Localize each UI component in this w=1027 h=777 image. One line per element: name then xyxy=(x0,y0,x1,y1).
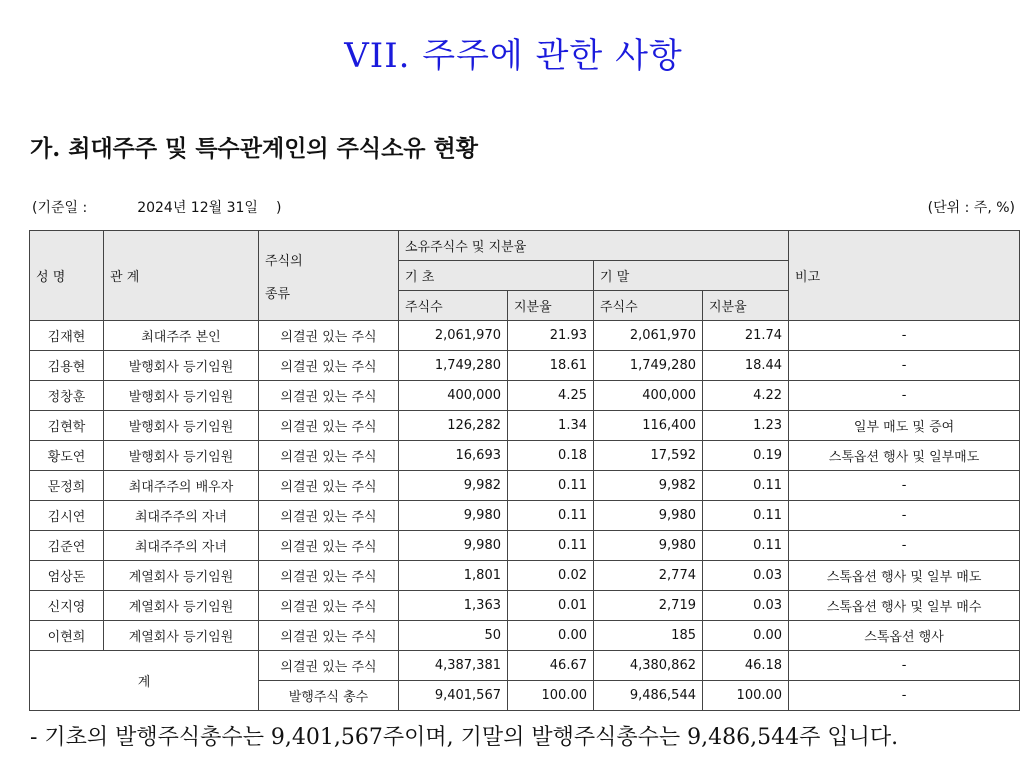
cell-name: 정창훈 xyxy=(30,381,104,411)
total-end-ratio: 46.18 xyxy=(703,651,789,681)
header-relation: 관 계 xyxy=(104,231,259,321)
cell-note: 스톡옵션 행사 xyxy=(789,621,1020,651)
cell-begin-ratio: 0.11 xyxy=(508,471,594,501)
cell-end-ratio: 0.03 xyxy=(703,561,789,591)
cell-stock-type: 의결권 있는 주식 xyxy=(259,381,399,411)
cell-name: 김재현 xyxy=(30,321,104,351)
cell-stock-type: 의결권 있는 주식 xyxy=(259,531,399,561)
cell-begin-shares: 16,693 xyxy=(399,441,508,471)
cell-end-shares: 400,000 xyxy=(594,381,703,411)
cell-relation: 최대주주의 자녀 xyxy=(104,531,259,561)
cell-begin-ratio: 0.00 xyxy=(508,621,594,651)
total-begin-shares: 4,387,381 xyxy=(399,651,508,681)
cell-note: 스톡옵션 행사 및 일부 매도 xyxy=(789,561,1020,591)
cell-end-shares: 9,980 xyxy=(594,501,703,531)
header-holdings: 소유주식수 및 지분율 xyxy=(399,231,789,261)
cell-end-shares: 185 xyxy=(594,621,703,651)
cell-begin-shares: 1,363 xyxy=(399,591,508,621)
issued-note: - xyxy=(789,681,1020,711)
header-stock-type xyxy=(259,231,399,321)
cell-begin-shares: 9,980 xyxy=(399,531,508,561)
cell-stock-type: 의결권 있는 주식 xyxy=(259,591,399,621)
cell-name: 신지영 xyxy=(30,591,104,621)
shareholder-table xyxy=(29,230,1020,711)
header-begin-ratio: 지분율 xyxy=(508,291,594,321)
cell-relation: 발행회사 등기임원 xyxy=(104,411,259,441)
cell-end-shares: 1,749,280 xyxy=(594,351,703,381)
cell-relation: 최대주주 본인 xyxy=(104,321,259,351)
cell-begin-shares: 9,980 xyxy=(399,501,508,531)
table-row xyxy=(30,351,1020,381)
cell-relation: 계열회사 등기임원 xyxy=(104,561,259,591)
cell-name: 엄상돈 xyxy=(30,561,104,591)
cell-name: 황도연 xyxy=(30,441,104,471)
cell-name: 김준연 xyxy=(30,531,104,561)
cell-relation: 발행회사 등기임원 xyxy=(104,441,259,471)
cell-name: 김용현 xyxy=(30,351,104,381)
base-date-label: (기준일 : xyxy=(32,200,88,216)
cell-relation: 발행회사 등기임원 xyxy=(104,351,259,381)
cell-end-shares: 2,061,970 xyxy=(594,321,703,351)
cell-note: - xyxy=(789,351,1020,381)
header-note: 비고 xyxy=(789,231,1020,321)
issued-begin-ratio: 100.00 xyxy=(508,681,594,711)
cell-end-ratio: 0.11 xyxy=(703,471,789,501)
cell-begin-ratio: 0.11 xyxy=(508,501,594,531)
table-row xyxy=(30,531,1020,561)
base-date-value: 2024년 12월 31일 xyxy=(137,200,258,216)
cell-begin-ratio: 0.11 xyxy=(508,531,594,561)
header-begin-shares: 주식수 xyxy=(399,291,508,321)
cell-end-shares: 17,592 xyxy=(594,441,703,471)
cell-begin-ratio: 0.01 xyxy=(508,591,594,621)
cell-relation: 계열회사 등기임원 xyxy=(104,621,259,651)
section-title: 가. 최대주주 및 특수관계인의 주식소유 현황 xyxy=(30,135,478,162)
cell-end-shares: 2,719 xyxy=(594,591,703,621)
cell-begin-ratio: 1.34 xyxy=(508,411,594,441)
cell-stock-type: 의결권 있는 주식 xyxy=(259,411,399,441)
cell-end-shares: 116,400 xyxy=(594,411,703,441)
cell-end-ratio: 4.22 xyxy=(703,381,789,411)
cell-begin-ratio: 21.93 xyxy=(508,321,594,351)
table-row xyxy=(30,411,1020,441)
cell-note: - xyxy=(789,531,1020,561)
cell-begin-ratio: 4.25 xyxy=(508,381,594,411)
cell-end-ratio: 21.74 xyxy=(703,321,789,351)
total-label: 계 xyxy=(30,651,259,711)
cell-begin-ratio: 18.61 xyxy=(508,351,594,381)
unit-label: (단위 : 주, %) xyxy=(927,200,1015,216)
cell-stock-type: 의결권 있는 주식 xyxy=(259,441,399,471)
cell-end-ratio: 0.19 xyxy=(703,441,789,471)
table-row xyxy=(30,561,1020,591)
issued-type: 발행주식 총수 xyxy=(259,681,399,711)
table-row xyxy=(30,381,1020,411)
cell-name: 김현학 xyxy=(30,411,104,441)
base-date-close: ) xyxy=(275,200,282,216)
cell-begin-ratio: 0.18 xyxy=(508,441,594,471)
total-note: - xyxy=(789,651,1020,681)
issued-begin-shares: 9,401,567 xyxy=(399,681,508,711)
issued-end-shares: 9,486,544 xyxy=(594,681,703,711)
table-row xyxy=(30,321,1020,351)
table-row xyxy=(30,591,1020,621)
cell-end-shares: 9,980 xyxy=(594,531,703,561)
cell-stock-type: 의결권 있는 주식 xyxy=(259,561,399,591)
base-date xyxy=(32,197,281,217)
cell-end-ratio: 0.11 xyxy=(703,501,789,531)
table-row xyxy=(30,501,1020,531)
cell-relation: 최대주주의 자녀 xyxy=(104,501,259,531)
cell-note: - xyxy=(789,471,1020,501)
cell-end-ratio: 0.11 xyxy=(703,531,789,561)
header-name: 성 명 xyxy=(30,231,104,321)
cell-begin-shares: 2,061,970 xyxy=(399,321,508,351)
cell-begin-shares: 126,282 xyxy=(399,411,508,441)
cell-begin-shares: 1,801 xyxy=(399,561,508,591)
cell-end-ratio: 0.03 xyxy=(703,591,789,621)
total-begin-ratio: 46.67 xyxy=(508,651,594,681)
header-end-ratio: 지분율 xyxy=(703,291,789,321)
cell-end-shares: 9,982 xyxy=(594,471,703,501)
cell-note: 일부 매도 및 증여 xyxy=(789,411,1020,441)
cell-end-ratio: 18.44 xyxy=(703,351,789,381)
cell-begin-shares: 9,982 xyxy=(399,471,508,501)
header-stock-type-line2: 종류 xyxy=(265,286,291,302)
footnote: - 기초의 발행주식총수는 9,401,567주이며, 기말의 발행주식총수는 9,486,544주 입니다. xyxy=(30,725,899,750)
cell-note: 스톡옵션 행사 및 일부 매수 xyxy=(789,591,1020,621)
cell-begin-shares: 50 xyxy=(399,621,508,651)
cell-note: - xyxy=(789,321,1020,351)
table-row xyxy=(30,471,1020,501)
cell-relation: 발행회사 등기임원 xyxy=(104,381,259,411)
cell-note: 스톡옵션 행사 및 일부매도 xyxy=(789,441,1020,471)
page-title: VII. 주주에 관한 사항 xyxy=(344,36,683,76)
cell-stock-type: 의결권 있는 주식 xyxy=(259,351,399,381)
cell-name: 이현희 xyxy=(30,621,104,651)
cell-name: 문정희 xyxy=(30,471,104,501)
cell-begin-shares: 400,000 xyxy=(399,381,508,411)
cell-note: - xyxy=(789,501,1020,531)
cell-begin-shares: 1,749,280 xyxy=(399,351,508,381)
header-end: 기 말 xyxy=(594,261,789,291)
header-stock-type-line1: 주식의 xyxy=(265,253,303,269)
total-end-shares: 4,380,862 xyxy=(594,651,703,681)
cell-end-shares: 2,774 xyxy=(594,561,703,591)
table-row xyxy=(30,621,1020,651)
table-row xyxy=(30,441,1020,471)
issued-end-ratio: 100.00 xyxy=(703,681,789,711)
header-begin: 기 초 xyxy=(399,261,594,291)
cell-relation: 최대주주의 배우자 xyxy=(104,471,259,501)
cell-stock-type: 의결권 있는 주식 xyxy=(259,501,399,531)
cell-end-ratio: 0.00 xyxy=(703,621,789,651)
cell-stock-type: 의결권 있는 주식 xyxy=(259,471,399,501)
cell-note: - xyxy=(789,381,1020,411)
cell-relation: 계열회사 등기임원 xyxy=(104,591,259,621)
cell-begin-ratio: 0.02 xyxy=(508,561,594,591)
cell-name: 김시연 xyxy=(30,501,104,531)
total-type: 의결권 있는 주식 xyxy=(259,651,399,681)
cell-stock-type: 의결권 있는 주식 xyxy=(259,321,399,351)
cell-end-ratio: 1.23 xyxy=(703,411,789,441)
header-end-shares: 주식수 xyxy=(594,291,703,321)
cell-stock-type: 의결권 있는 주식 xyxy=(259,621,399,651)
